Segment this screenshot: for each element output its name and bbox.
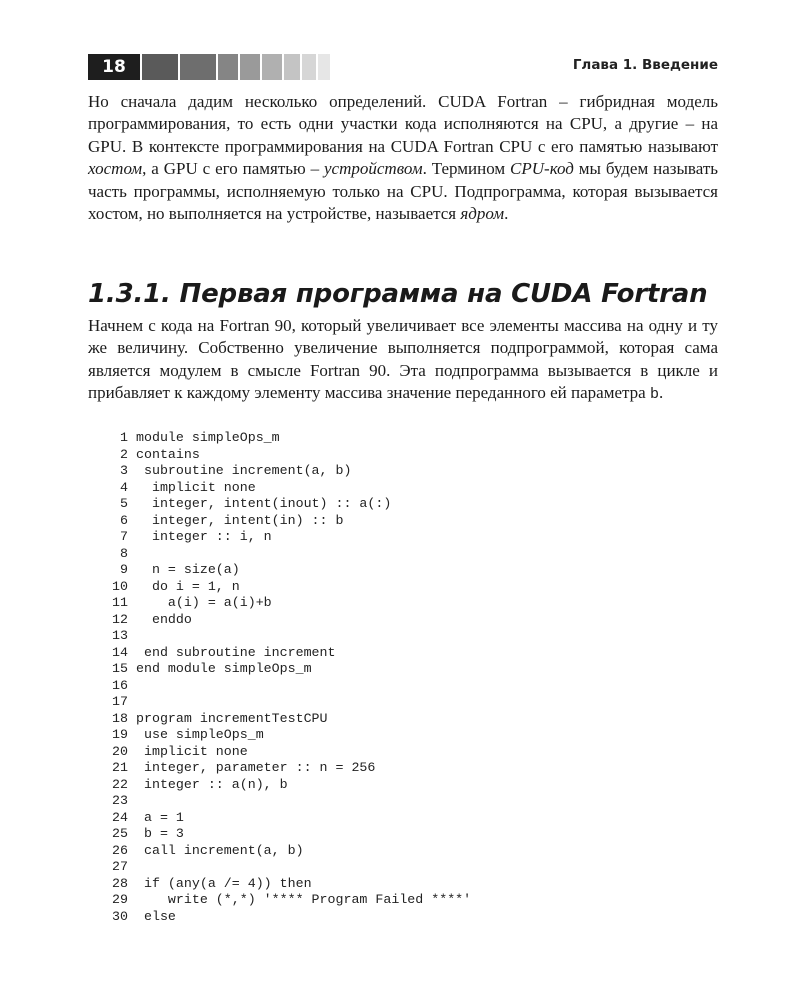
code-line bbox=[100, 711, 471, 728]
code-line bbox=[100, 480, 471, 497]
line-number: 26 bbox=[112, 842, 128, 858]
term-kernel: ядром bbox=[460, 204, 505, 224]
header-bar bbox=[284, 54, 300, 80]
header-bar bbox=[302, 54, 316, 80]
term-host: хостом bbox=[88, 159, 143, 179]
line-number: 12 bbox=[112, 611, 128, 627]
line-number: 1 bbox=[120, 430, 128, 445]
code-line bbox=[100, 447, 471, 464]
line-number: 5 bbox=[120, 496, 128, 511]
line-number: 11 bbox=[112, 595, 128, 610]
code-line bbox=[100, 546, 471, 563]
code-line bbox=[100, 859, 471, 876]
code-text: contains bbox=[136, 446, 200, 462]
code-line bbox=[100, 876, 471, 893]
header-bar bbox=[240, 54, 260, 80]
code-line bbox=[100, 612, 471, 629]
code-line bbox=[100, 777, 471, 794]
header-bar bbox=[262, 54, 282, 80]
code-text: integer :: a(n), b bbox=[136, 776, 288, 792]
line-number: 20 bbox=[112, 743, 128, 759]
code-text: subroutine increment(a, b) bbox=[136, 463, 352, 478]
line-number: 4 bbox=[120, 479, 128, 495]
code-text: a = 1 bbox=[136, 809, 184, 825]
param-name: b bbox=[649, 386, 659, 404]
term-cpu-code: CPU-код bbox=[510, 159, 574, 179]
intro-text: . Термином bbox=[422, 159, 511, 179]
intro-text: мы будем называть часть программы, исполняемую только на CPU. Подпрограмма, которая вызывается хостом, но выполняется на устройстве, называется bbox=[88, 159, 719, 224]
intro-paragraph bbox=[88, 91, 718, 225]
code-text: else bbox=[136, 908, 176, 924]
code-line bbox=[100, 562, 471, 579]
code-line bbox=[100, 430, 471, 447]
line-number: 28 bbox=[112, 875, 128, 891]
code-text: module simpleOps_m bbox=[136, 430, 280, 445]
code-line bbox=[100, 628, 471, 645]
code-line bbox=[100, 744, 471, 761]
code-text: integer, intent(inout) :: a(:) bbox=[136, 496, 392, 511]
intro-text: , а GPU с его памятью – bbox=[142, 159, 325, 179]
line-number: 2 bbox=[120, 446, 128, 462]
code-line bbox=[100, 909, 471, 926]
header-bar bbox=[180, 54, 216, 80]
line-number: 29 bbox=[112, 892, 128, 907]
line-number: 25 bbox=[112, 826, 128, 841]
line-number: 3 bbox=[120, 463, 128, 478]
section-text: . bbox=[658, 383, 664, 403]
section-heading: 1.3.1. Первая программа на CUDA Fortran bbox=[88, 279, 708, 309]
code-line bbox=[100, 892, 471, 909]
line-number: 30 bbox=[112, 908, 128, 924]
code-text: call increment(a, b) bbox=[136, 842, 304, 858]
code-text: implicit none bbox=[136, 479, 256, 495]
section-text: Начнем с кода на Fortran 90, который увеличивает все элементы массива на одну и ту же величину. Собственно увеличение выполняется подпрограммой, которая сама является модулем в смысле Fortran 90. Эта подпрограмма вызывается в цикле и прибавляет к каждому элементу массива значение переданного ей параметра bbox=[88, 316, 718, 403]
code-line bbox=[100, 513, 471, 530]
code-line bbox=[100, 529, 471, 546]
page-number: 18 bbox=[88, 54, 140, 80]
line-number: 23 bbox=[112, 793, 128, 808]
line-number: 15 bbox=[112, 661, 128, 676]
code-text: integer, parameter :: n = 256 bbox=[136, 760, 376, 775]
code-line bbox=[100, 694, 471, 711]
code-text: implicit none bbox=[136, 743, 248, 759]
line-number: 24 bbox=[112, 809, 128, 825]
header-bar bbox=[142, 54, 178, 80]
code-text: end subroutine increment bbox=[136, 644, 336, 660]
line-number: 22 bbox=[112, 776, 128, 792]
line-number: 9 bbox=[120, 562, 128, 577]
code-text: integer, intent(in) :: b bbox=[136, 512, 344, 528]
code-line bbox=[100, 678, 471, 695]
line-number: 21 bbox=[112, 760, 128, 775]
code-text: use simpleOps_m bbox=[136, 727, 264, 742]
code-text: a(i) = a(i)+b bbox=[136, 595, 272, 610]
code-line bbox=[100, 661, 471, 678]
code-text: end module simpleOps_m bbox=[136, 661, 312, 676]
code-line bbox=[100, 645, 471, 662]
line-number: 17 bbox=[112, 694, 128, 709]
code-line bbox=[100, 760, 471, 777]
code-listing bbox=[100, 430, 471, 925]
line-number: 16 bbox=[112, 677, 128, 693]
header-bar bbox=[318, 54, 330, 80]
line-number: 19 bbox=[112, 727, 128, 742]
term-device: устройством bbox=[324, 159, 423, 179]
code-line bbox=[100, 727, 471, 744]
section-paragraph bbox=[88, 315, 718, 407]
code-text: write (*,*) '**** Program Failed ****' bbox=[136, 892, 472, 907]
code-line bbox=[100, 826, 471, 843]
chapter-title: Глава 1. Введение bbox=[572, 57, 718, 73]
code-line bbox=[100, 463, 471, 480]
code-line bbox=[100, 793, 471, 810]
line-number: 27 bbox=[112, 859, 128, 874]
code-line bbox=[100, 810, 471, 827]
intro-text: Но сначала дадим несколько определений. CUDA Fortran – гибридная модель программирования, то есть одни участки кода исполняются на CPU, а другие – на GPU. В контексте программирования на CUDA Fortran CPU с его памятью называют bbox=[88, 92, 718, 156]
code-text: program incrementTestCPU bbox=[136, 710, 328, 726]
page-header bbox=[88, 54, 718, 80]
line-number: 14 bbox=[112, 644, 128, 660]
code-text: integer :: i, n bbox=[136, 529, 272, 544]
code-text: b = 3 bbox=[136, 826, 184, 841]
code-text: n = size(a) bbox=[136, 562, 240, 577]
code-text: do i = 1, n bbox=[136, 578, 240, 594]
code-line bbox=[100, 579, 471, 596]
code-line bbox=[100, 595, 471, 612]
line-number: 6 bbox=[120, 512, 128, 528]
code-line bbox=[100, 496, 471, 513]
intro-text: . bbox=[504, 204, 509, 224]
code-text: if (any(a /= 4)) then bbox=[136, 875, 312, 891]
code-line bbox=[100, 843, 471, 860]
line-number: 8 bbox=[120, 545, 128, 561]
header-bar bbox=[218, 54, 238, 80]
line-number: 10 bbox=[112, 578, 128, 594]
line-number: 7 bbox=[120, 529, 128, 544]
line-number: 13 bbox=[112, 628, 128, 643]
line-number: 18 bbox=[112, 710, 128, 726]
code-text: enddo bbox=[136, 611, 192, 627]
